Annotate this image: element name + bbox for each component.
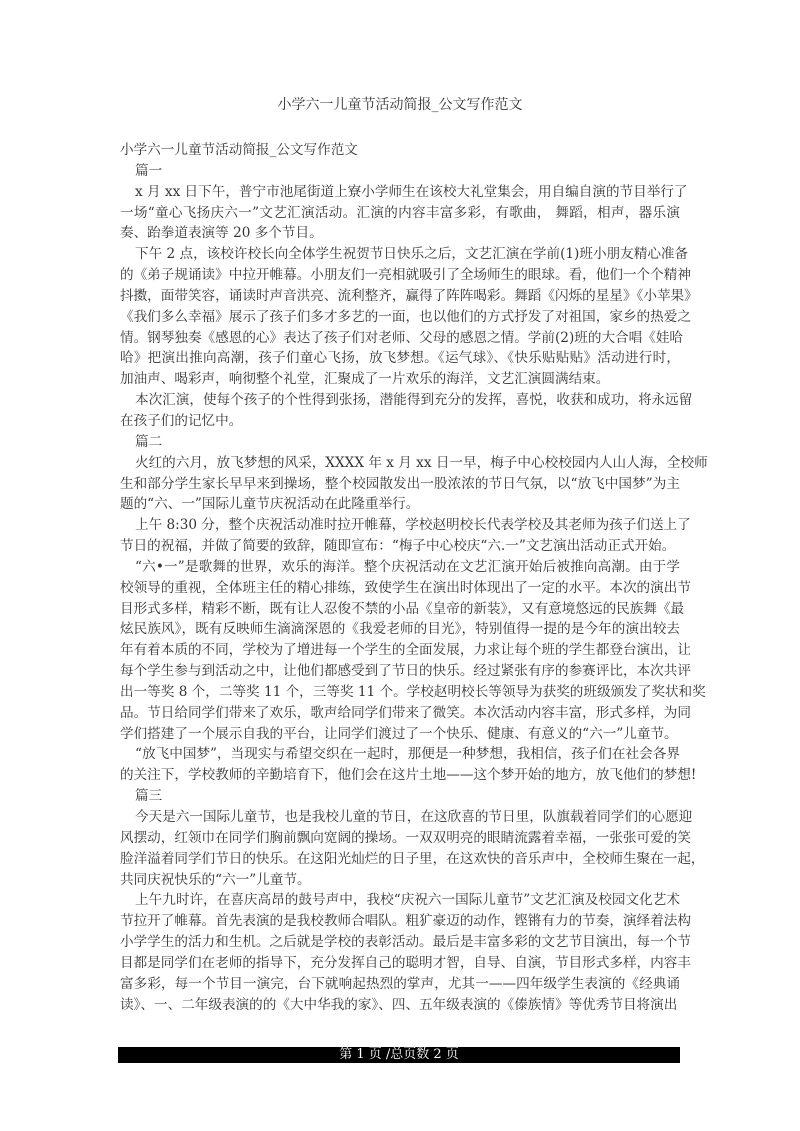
paragraph-line: 今天是六一国际儿童节，也是我校儿童的节日，在这欣喜的节日里，队旗载着同学们的心愿迎 — [135, 809, 693, 825]
paragraph-line: 情。钢琴独奏《感恩的心》表达了孩子们对老师、父母的感恩之情。学前(2)班的大合唱《娃哈 — [120, 329, 684, 346]
paragraph-line: 火红的六月，放飞梦想的风采，XXXX 年 x 月 xx 日一早，梅子中心校校园内人山人海，全校师 — [135, 454, 708, 471]
document-body — [120, 140, 708, 1015]
paragraph — [120, 807, 705, 890]
document-title: 小学六一儿童节活动简报_公文写作范文 — [277, 97, 523, 113]
paragraph-line: 抖擞，面带笑容，诵读时声音洪亮、流利整齐，赢得了阵阵喝彩。舞蹈《闪烁的星星》《小苹果》 — [120, 287, 698, 304]
paragraph-line: 节日的祝福，并做了简要的致辞，随即宣布：“梅子中心校庆“六.一”文艺演出活动正式开始。 — [120, 538, 676, 555]
paragraph-line: 脸洋溢着同学们节日的快乐。在这阳光灿烂的日子里，在这欢快的音乐声中，全校师生聚在一起， — [120, 850, 705, 867]
paragraph-line: 上午九时许，在喜庆高昂的鼓号声中，我校“庆祝六一国际儿童节”文艺汇演及校园文化艺术 — [135, 892, 680, 909]
paragraph-line: “放飞中国梦”，当现实与希望交织在一起时，那便是一种梦想，我相信，孩子们在社会各界 — [135, 746, 680, 763]
document-subtitle: 小学六一儿童节活动简报_公文写作范文 — [120, 142, 358, 158]
paragraph-line: 目都是同学们在老师的指导下，充分发挥自己的聪明才智，自导、自演，节目形式多样，内容丰 — [120, 954, 691, 971]
paragraph-line: 品。节日给同学们带来了欢乐，歌声给同学们带来了微笑。本次活动内容丰富，形式多样，为同 — [120, 704, 691, 721]
paragraph-line: 加油声、喝彩声，响彻整个礼堂，汇聚成了一片欢乐的海洋，文艺汇演圆满结束。 — [120, 371, 610, 388]
paragraph-line: 年有着本质的不同，学校为了增进每一个学生的全面发展，力求让每个班的学生都登台演出，让 — [120, 642, 691, 659]
paragraph-line: 炫民族风》，既有反映师生滴滴深恩的《我爱老师的目光》，特别值得一提的是今年的演出较去 — [120, 621, 680, 638]
paragraph-line: 奏、跆拳道表演等 20 多个节目。 — [120, 225, 323, 242]
paragraph-line: 本次汇演，使每个孩子的个性得到张扬，潜能得到充分的发挥，喜悦，收获和成功，将永远留 — [135, 392, 693, 409]
paragraph — [120, 453, 708, 516]
section-heading: 篇一 — [135, 162, 163, 179]
paragraph-line: 读》、一、二年级表演的的《大中华我的家》、四、五年级表演的《傣族情》等优秀节目将演出 — [120, 996, 678, 1013]
paragraph-line: 节拉开了帷幕。首先表演的是我校教师合唱队。粗犷豪迈的动作，铿锵有力的节奏，演绎着法构 — [120, 913, 691, 930]
paragraph-line: 出一等奖 8 个，二等奖 11 个，三等奖 11 个。学校赵明校长等领导为获奖的班级颁发了奖状和奖 — [120, 683, 706, 700]
section-heading: 篇二 — [135, 433, 163, 450]
paragraph-line: 的《弟子规诵读》中拉开帷幕。小朋友们一亮相就吸引了全场师生的眼球。看，他们一个个精神 — [120, 267, 691, 284]
paragraph-line: 上午 8:30 分，整个庆祝活动准时拉开帷幕，学校赵明校长代表学校及其老师为孩子们送上了 — [135, 517, 691, 534]
paragraph — [120, 390, 693, 432]
paragraph-line: 生和部分学生家长早早来到操场，整个校园散发出一股浓浓的节日气氛，以“放飞中国梦”为主 — [120, 475, 680, 492]
paragraph — [120, 744, 697, 786]
paragraph — [120, 890, 691, 1015]
paragraph-line: 学们搭建了一个展示自我的平台，让同学们渡过了一个快乐、健康、有意义的“六一”儿童节。 — [120, 725, 678, 742]
paragraph-line: 目形式多样，精彩不断，既有让人忍俊不禁的小品《皇帝的新装》，又有意境悠远的民族舞《最 — [120, 600, 685, 617]
paragraph-line: 题的“六、一”国际儿童节庆祝活动在此隆重举行。 — [120, 496, 420, 513]
paragraph — [120, 244, 698, 390]
paragraph-line: 富多彩，每一个节目一演完，台下就响起热烈的掌声，尤其一——四年级学生表演的《经典诵 — [120, 975, 680, 992]
paragraph — [120, 182, 688, 245]
paragraph-line: 下午 2 点，该校许校长向全体学生祝贺节日快乐之后，文艺汇演在学前(1)班小朋友精心准备 — [135, 246, 689, 263]
paragraph-line: 每个学生参与到活动之中，让他们都感受到了节日的快乐。经过紧张有序的参赛评比，本次共评 — [120, 663, 691, 680]
paragraph — [120, 557, 706, 745]
paragraph — [120, 515, 691, 557]
paragraph-line: 的关注下，学校教师的辛勤培育下，他们会在这片土地——这个梦开始的地方，放飞他们的梦想! — [120, 767, 697, 784]
paragraph-line: 在孩子们的记忆中。 — [120, 412, 243, 429]
paragraph-line: 共同庆祝快乐的“六一”儿童节。 — [120, 871, 311, 888]
paragraph-line: 小学学生的活力和生机。之后就是学校的表彰活动。最后是丰富多彩的文艺节目演出，每一个节 — [120, 934, 691, 951]
page-footer: 第 1 页 /总页数 2 页 — [118, 1047, 680, 1063]
paragraph-line: 《我们多么幸福》展示了孩子们多才多艺的一面，也以他们的方式抒发了对祖国，家乡的热爱之 — [120, 308, 691, 325]
paragraph-line: 一场“童心飞扬庆六一”文艺汇演活动。汇演的内容丰富多彩，有歌曲， 舞蹈，相声，器乐演 — [120, 204, 680, 221]
paragraph-line: 校领导的重视，全体班主任的精心排练，致使学生在演出时体现出了一定的水平。本次的演出节 — [120, 579, 691, 596]
paragraph-line: “六•一”是歌舞的世界，欢乐的海洋。整个庆祝活动在文艺汇演开始后被推向高潮。由于学 — [135, 558, 680, 575]
paragraph-line: 哈》把演出推向高潮，孩子们童心飞扬，放飞梦想。《运气球》、《快乐贴贴贴》活动进行时， — [120, 350, 680, 367]
paragraph-line: 风摆动，红领巾在同学们胸前飘向宽阔的操场。一双双明亮的眼睛流露着幸福，一张张可爱的笑 — [120, 829, 691, 846]
section-heading: 篇三 — [135, 788, 163, 805]
paragraph-line: x 月 xx 日下午，普宁市池尾街道上寮小学师生在该校大礼堂集会，用自编自演的节目举行了 — [135, 183, 688, 200]
